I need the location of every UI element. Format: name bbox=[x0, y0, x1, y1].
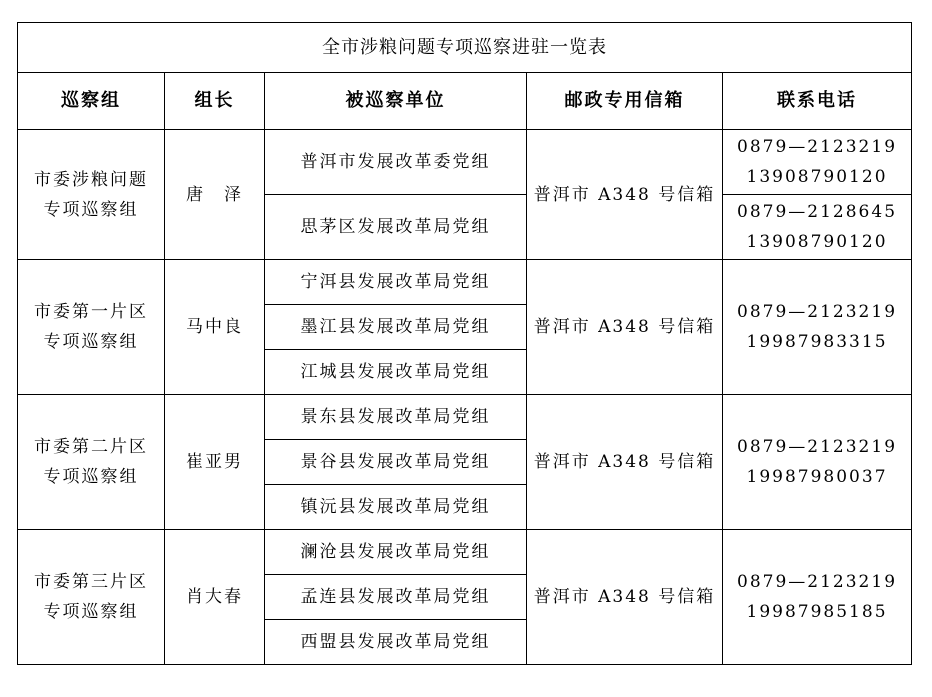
mobile: 13908790120 bbox=[746, 167, 888, 187]
header-phone: 联系电话 bbox=[723, 73, 912, 130]
group-name-line1: 市委第一片区 bbox=[34, 302, 148, 322]
table-title: 全市涉粮问题专项巡察进驻一览表 bbox=[18, 23, 912, 73]
phone-contact bbox=[723, 395, 912, 530]
inspected-unit: 景东县发展改革局党组 bbox=[265, 395, 527, 440]
title-row bbox=[18, 23, 912, 73]
mobile: 19987980037 bbox=[746, 467, 888, 487]
group-leader: 肖大春 bbox=[165, 530, 265, 665]
inspected-unit: 孟连县发展改革局党组 bbox=[265, 575, 527, 620]
inspected-unit: 镇沅县发展改革局党组 bbox=[265, 485, 527, 530]
group-leader: 唐 泽 bbox=[165, 130, 265, 260]
group-name bbox=[18, 130, 165, 260]
inspected-unit: 思茅区发展改革局党组 bbox=[265, 195, 527, 260]
inspection-table bbox=[17, 22, 912, 665]
inspected-unit: 墨江县发展改革局党组 bbox=[265, 305, 527, 350]
mailbox: 普洱市 A348 号信箱 bbox=[527, 530, 723, 665]
landline: 0879—2128645 bbox=[737, 202, 898, 222]
group-name-line1: 市委第二片区 bbox=[34, 437, 148, 457]
group-name-line2: 专项巡察组 bbox=[43, 332, 139, 352]
inspected-unit: 西盟县发展改革局党组 bbox=[265, 620, 527, 665]
landline: 0879—2123219 bbox=[737, 572, 898, 592]
header-leader: 组长 bbox=[165, 73, 265, 130]
mailbox: 普洱市 A348 号信箱 bbox=[527, 395, 723, 530]
mailbox: 普洱市 A348 号信箱 bbox=[527, 130, 723, 260]
phone-contact bbox=[723, 130, 912, 195]
header-row bbox=[18, 73, 912, 130]
inspected-unit: 景谷县发展改革局党组 bbox=[265, 440, 527, 485]
group-name bbox=[18, 530, 165, 665]
inspected-unit: 澜沧县发展改革局党组 bbox=[265, 530, 527, 575]
group-name-line2: 专项巡察组 bbox=[43, 199, 139, 220]
mobile: 13908790120 bbox=[746, 232, 888, 252]
landline: 0879—2123219 bbox=[737, 137, 898, 157]
inspected-unit: 宁洱县发展改革局党组 bbox=[265, 260, 527, 305]
mobile: 19987985185 bbox=[746, 602, 888, 622]
group-name bbox=[18, 260, 165, 395]
phone-contact bbox=[723, 530, 912, 665]
phone-contact bbox=[723, 195, 912, 260]
landline: 0879—2123219 bbox=[737, 437, 898, 457]
mailbox: 普洱市 A348 号信箱 bbox=[527, 260, 723, 395]
table-row bbox=[18, 260, 912, 305]
inspected-unit: 江城县发展改革局党组 bbox=[265, 350, 527, 395]
group-name-line1: 市委涉粮问题 bbox=[34, 169, 148, 190]
table-row bbox=[18, 130, 912, 195]
group-leader: 马中良 bbox=[165, 260, 265, 395]
group-name-line1: 市委第三片区 bbox=[34, 572, 148, 592]
group-name-line2: 专项巡察组 bbox=[43, 467, 139, 487]
group-name bbox=[18, 395, 165, 530]
table-row bbox=[18, 530, 912, 575]
group-name-line2: 专项巡察组 bbox=[43, 602, 139, 622]
table-row bbox=[18, 395, 912, 440]
header-unit: 被巡察单位 bbox=[265, 73, 527, 130]
phone-contact bbox=[723, 260, 912, 395]
header-group: 巡察组 bbox=[18, 73, 165, 130]
header-mailbox: 邮政专用信箱 bbox=[527, 73, 723, 130]
group-leader: 崔亚男 bbox=[165, 395, 265, 530]
inspected-unit: 普洱市发展改革委党组 bbox=[265, 130, 527, 195]
landline: 0879—2123219 bbox=[737, 302, 898, 322]
mobile: 19987983315 bbox=[746, 332, 888, 352]
